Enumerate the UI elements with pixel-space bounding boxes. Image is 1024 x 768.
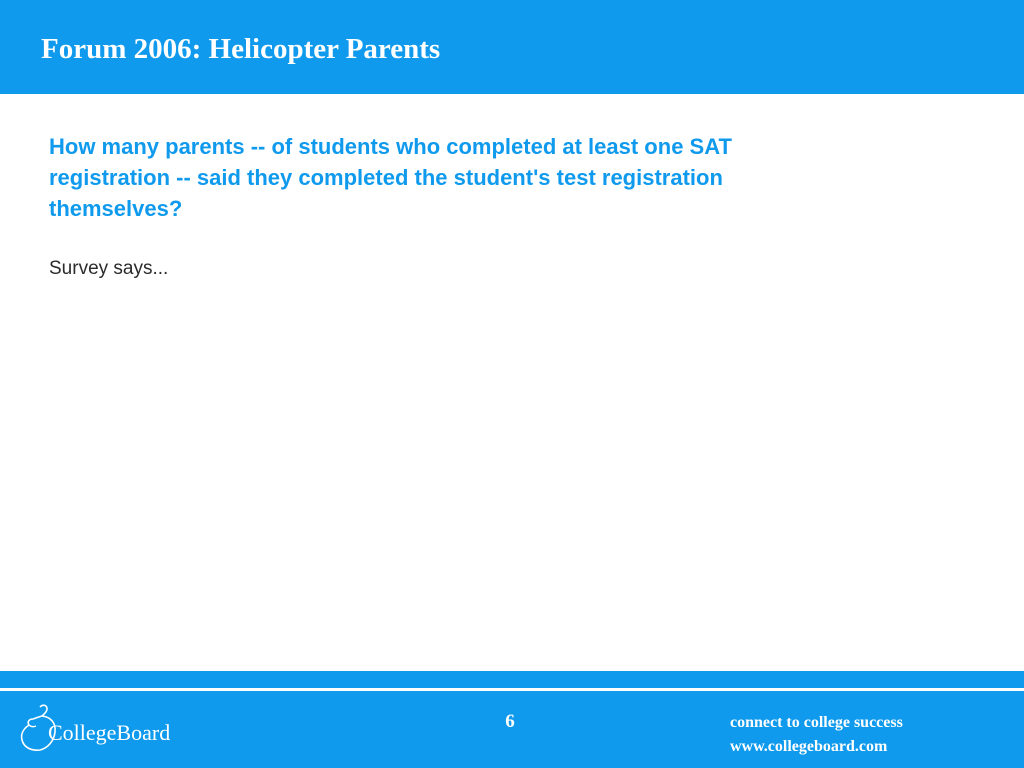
website-text: www.collegeboard.com — [730, 738, 888, 755]
collegeboard-logo — [18, 703, 208, 753]
footer-divider — [0, 688, 1024, 691]
page-number: 6 — [505, 711, 515, 732]
tagline-text: connect to college success — [730, 714, 903, 731]
footer-tagline — [730, 711, 903, 759]
question-text: How many parents -- of students who completed at least one SAT registration -- said they completed the student's test registration themselves? — [49, 134, 732, 221]
slide-title: Forum 2006: Helicopter Parents — [41, 33, 441, 65]
logo-wordmark: CollegeBoard — [48, 720, 171, 745]
survey-says-text: Survey says... — [49, 258, 169, 279]
title-bar — [0, 0, 1024, 94]
